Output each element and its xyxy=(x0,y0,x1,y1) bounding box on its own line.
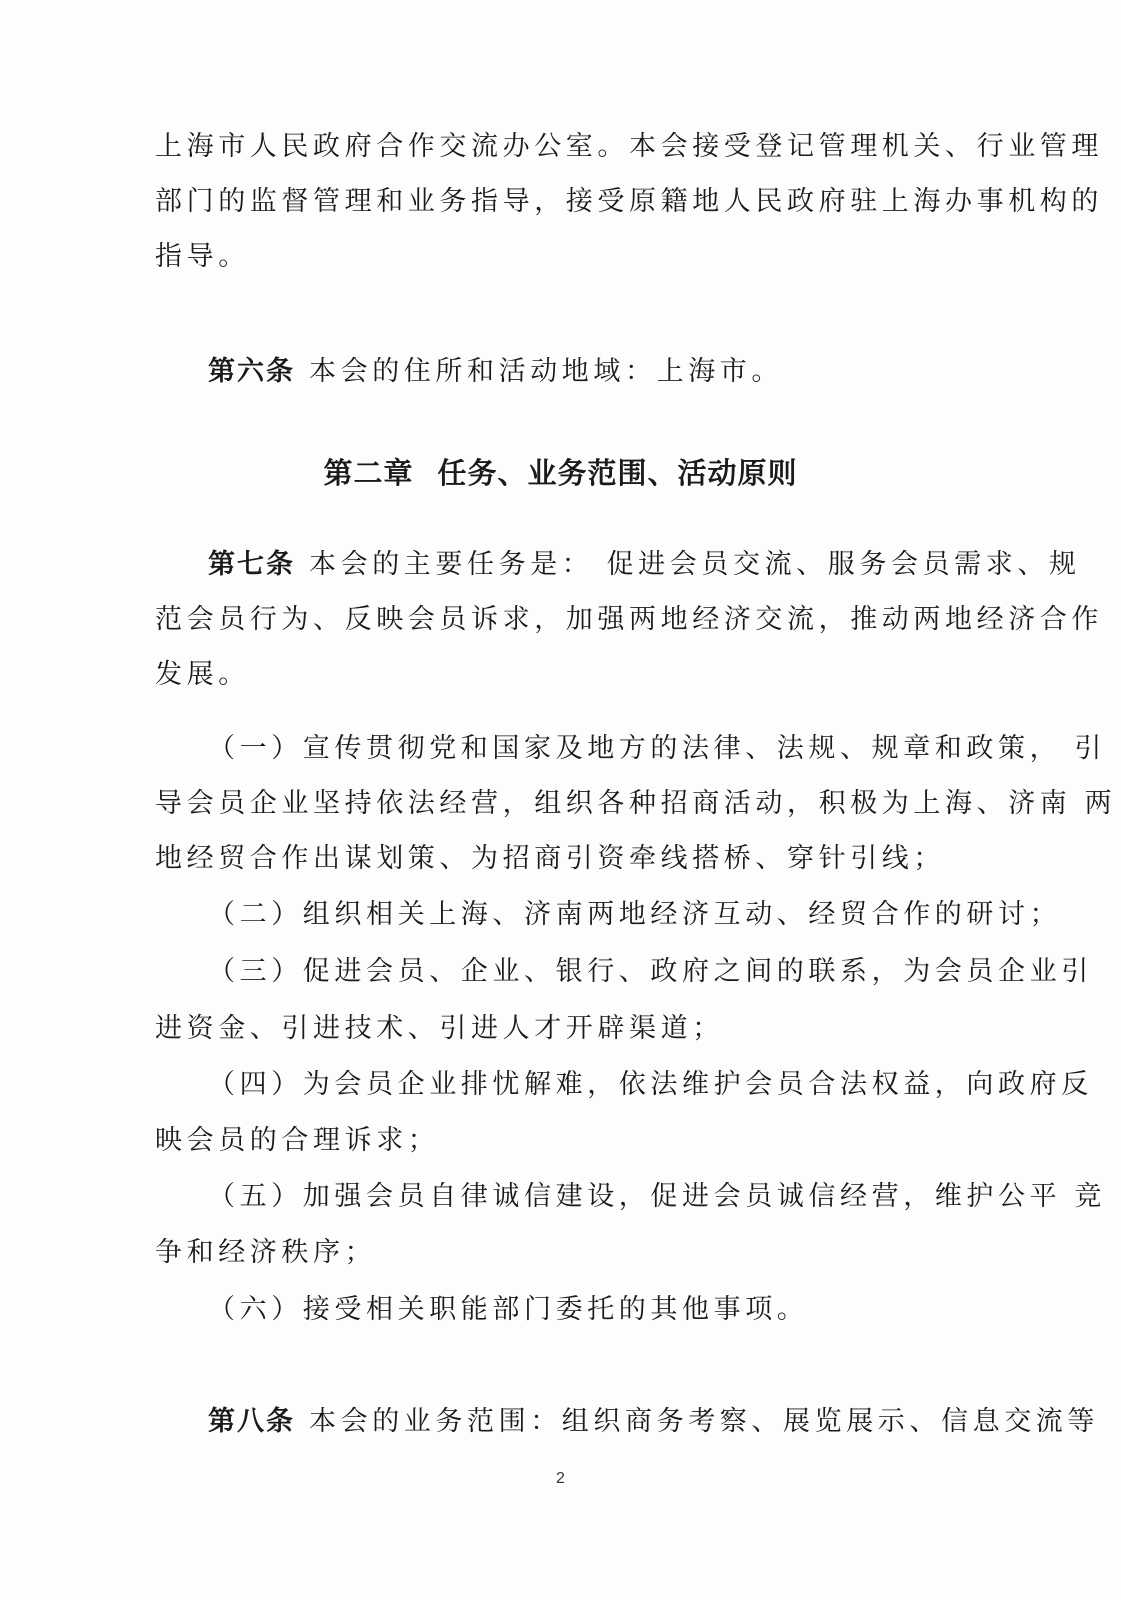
body-text-line: 上海市人民政府合作交流办公室。本会接受登记管理机关、行业管理 xyxy=(155,131,1103,162)
list-item-line: （五）加强会员自律诚信建设，促进会员诚信经营，维护公平 竞 xyxy=(208,1181,1106,1212)
list-item-line: 映会员的合理诉求； xyxy=(155,1125,440,1156)
list-item-line: （三）促进会员、企业、银行、政府之间的联系，为会员企业引 xyxy=(208,956,1093,987)
list-item-line: （四）为会员企业排忧解难，依法维护会员合法权益，向政府反 xyxy=(208,1069,1093,1100)
body-text-line: 发展。 xyxy=(155,659,250,690)
list-item-line: （二）组织相关上海、济南两地经济互动、经贸合作的研讨； xyxy=(208,899,1062,930)
article-8 xyxy=(208,1405,1099,1439)
chapter-number: 第二章 xyxy=(323,456,414,490)
list-item-line: 地经贸合作出谋划策、为招商引资牵线搭桥、穿针引线； xyxy=(155,843,945,874)
body-text-line: 指导。 xyxy=(155,241,250,272)
list-item-line: （六）接受相关职能部门委托的其他事项。 xyxy=(208,1294,809,1325)
list-item-line: 进资金、引进技术、引进人才开辟渠道； xyxy=(155,1013,724,1044)
list-item-line: 导会员企业坚持依法经营，组织各种招商活动，积极为上海、济南 两 xyxy=(155,788,1117,819)
body-text-line: 范会员行为、反映会员诉求，加强两地经济交流，推动两地经济合作 xyxy=(155,604,1103,635)
list-item-line: （一）宣传贯彻党和国家及地方的法律、法规、规章和政策， 引 xyxy=(208,733,1106,764)
article-text: 本会的主要任务是： 促进会员交流、服务会员需求、规 xyxy=(309,549,1081,580)
article-label: 第六条 xyxy=(208,356,295,387)
page-number: 2 xyxy=(556,1470,565,1487)
article-text: 本会的业务范围：组织商务考察、展览展示、信息交流等 xyxy=(309,1406,1099,1437)
article-text: 本会的住所和活动地域：上海市。 xyxy=(309,356,783,387)
list-item-line: 争和经济秩序； xyxy=(155,1237,377,1268)
article-label: 第七条 xyxy=(208,549,295,580)
article-7 xyxy=(208,548,1081,582)
body-text-line: 部门的监督管理和业务指导，接受原籍地人民政府驻上海办事机构的 xyxy=(155,186,1103,217)
article-label: 第八条 xyxy=(208,1406,295,1437)
chapter-heading xyxy=(0,455,1121,491)
article-6 xyxy=(208,355,1028,389)
chapter-title: 任务、业务范围、活动原则 xyxy=(437,456,798,490)
